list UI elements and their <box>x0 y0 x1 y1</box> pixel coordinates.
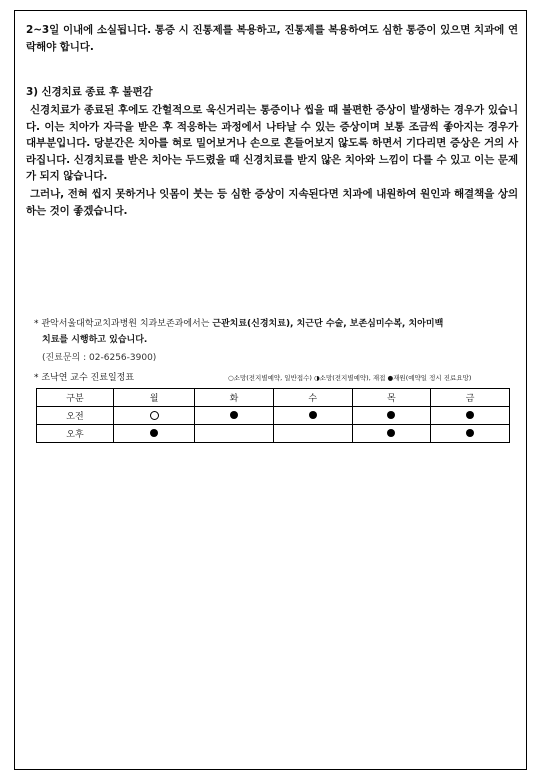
schedule-cell <box>195 425 274 443</box>
row-label: 오후 <box>37 425 114 443</box>
clinic-notice-continuation: 치료를 시행하고 있습니다. <box>42 335 148 345</box>
schedule-legend: ○소망(전지별예약, 일반접수) ◑소망(전지별예약), 재접 ●재원(예약일 정시 진료요망) <box>228 374 472 382</box>
header-cell: 구분 <box>37 389 114 407</box>
paragraph-severe-symptoms: 그러나, 전혀 씹지 못하거나 잇몸이 붓는 등 심한 증상이 지속된다면 치과에 내원하여 원인과 해결책을 상의하는 것이 좋겠습니다. <box>26 188 518 217</box>
header-cell: 화 <box>195 389 274 407</box>
schedule-cell <box>273 425 352 443</box>
schedule-cell <box>352 425 431 443</box>
schedule-cell <box>195 407 274 425</box>
clinic-notice-treatments: 근관치료(신경치료), 치근단 수술, 보존심미수복, 치아미백 <box>212 319 444 329</box>
paragraph-pain-note: 2~3일 이내에 소실됩니다. 통증 시 진통제를 복용하고, 진통제를 복용하여도 심한 통증이 있으면 치과에 연락해야 합니다. <box>26 24 518 53</box>
filled-dot-icon <box>387 429 395 437</box>
filled-dot-icon <box>466 429 474 437</box>
schedule-cell <box>114 425 195 443</box>
filled-dot-icon <box>466 411 474 419</box>
clinic-notice <box>34 316 514 332</box>
section-heading: 3) 신경치료 종료 후 불편감 <box>26 86 153 98</box>
schedule-cell <box>114 407 195 425</box>
schedule-title: * 조낙연 교수 진료일정표 <box>34 373 135 383</box>
schedule-cell <box>273 407 352 425</box>
filled-dot-icon <box>387 411 395 419</box>
schedule-row-pm <box>37 425 510 443</box>
paragraph-after-treatment: 신경치료가 종료된 후에도 간헐적으로 욱신거리는 통증이나 씹을 때 불편한 증상이 발생하는 경우가 있습니다. 이는 치아가 자극을 받은 후 적응하는 과정에서 나타날 수 있는 증상이며 보통 조금씩 좋아지는 경우가 대부분입니다. 당분간은 치아를 혀로 밀어보거나 손으로 흔들어보지 않도록 하면서 기다리면 증상은 거의 사라집니다. 신경치료를 받은 치아는 두드렸을 때 신경치료를 받지 않은 치아와 느낌이 다를 수 있고 이는 문제가 되지 않습니다. <box>26 104 518 182</box>
filled-dot-icon <box>150 429 158 437</box>
header-cell: 수 <box>273 389 352 407</box>
schedule-row-am <box>37 407 510 425</box>
schedule-cell <box>352 407 431 425</box>
schedule-cell <box>431 407 510 425</box>
row-label: 오전 <box>37 407 114 425</box>
filled-dot-icon <box>230 411 238 419</box>
schedule-header-row <box>37 389 510 407</box>
header-cell: 목 <box>352 389 431 407</box>
schedule-table <box>36 388 510 443</box>
contact-phone: (진료문의 : 02-6256-3900) <box>42 353 157 363</box>
clinic-notice-prefix: * 관악서울대학교치과병원 치과보존과에서는 <box>34 319 213 329</box>
filled-dot-icon <box>309 411 317 419</box>
schedule-cell <box>431 425 510 443</box>
header-cell: 월 <box>114 389 195 407</box>
open-circle-icon <box>150 411 159 420</box>
header-cell: 금 <box>431 389 510 407</box>
